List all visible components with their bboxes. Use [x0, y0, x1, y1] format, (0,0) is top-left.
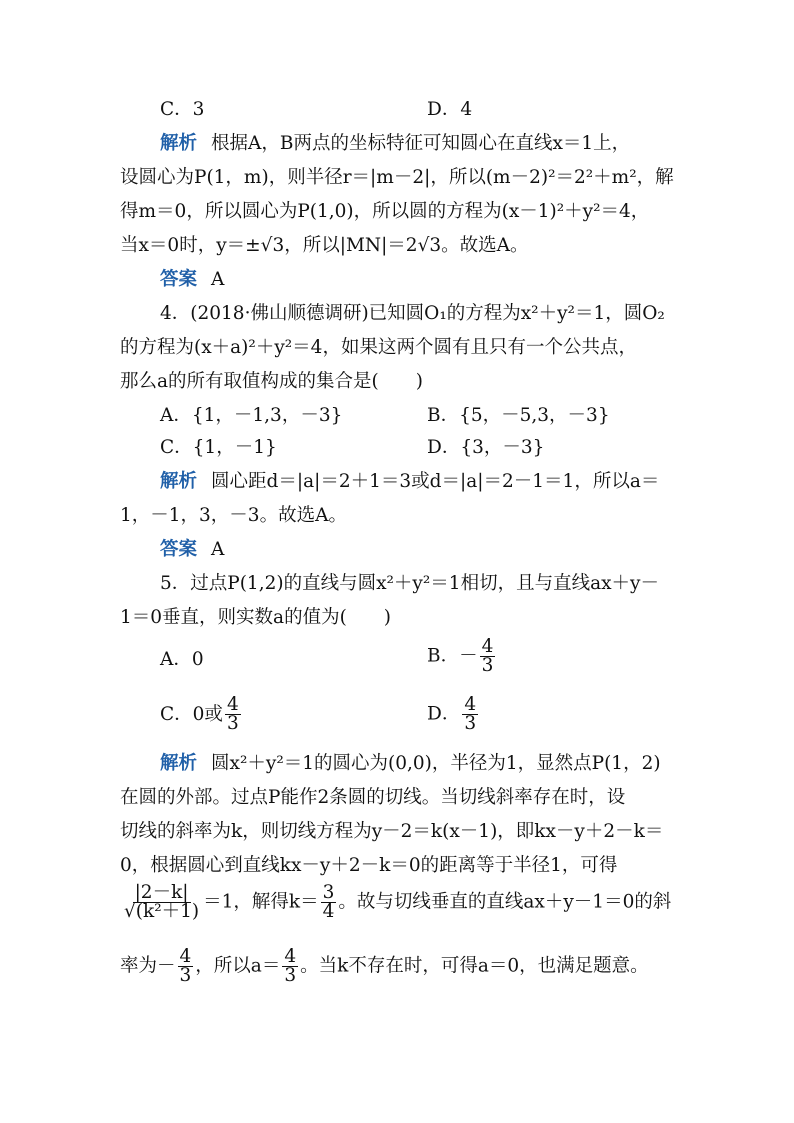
q3-options-cd: [160, 98, 473, 122]
q3-answer: 答案 A: [160, 269, 225, 290]
q5-analysis-line-4: 0，根据圆心到直线kx－y＋2－k＝0的距离等于半径1，可得: [120, 855, 618, 876]
q4-option-b: B．{5，－5,3，－3}: [427, 405, 610, 426]
q5-analysis-line-1: 解析 圆x²＋y²＝1的圆心为(0,0)，半径为1，显然点P(1，2): [160, 753, 661, 774]
fraction: $\frac{3}{4}$: [322, 882, 335, 922]
q4-stem-line-3: 那么a的所有取值构成的集合是( ): [120, 371, 423, 392]
q4-options-ab: [160, 404, 610, 428]
q5-options-ab: [160, 636, 494, 676]
q4-options-cd: [160, 436, 545, 460]
q5-analysis-line-5: $\frac{|2-k|}{\text{√(k²＋1)}}$ ＝1，解得k＝ $\frac{3}{4}$ 。故与切线垂直的直线ax＋y－1＝0的斜: [124, 882, 672, 922]
fraction: $\frac{4}{3}$: [481, 636, 494, 676]
q4-analysis-line-2: 1，－1，3，－3。故选A。: [120, 505, 347, 526]
fraction: $\frac{4}{3}$: [284, 946, 297, 986]
answer-label: 答案: [160, 269, 198, 290]
q5-options-cd: [160, 694, 477, 734]
q4-analysis-line-1: 解析 圆心距d＝|a|＝2＋1＝3或d＝|a|＝2－1＝1，所以a＝: [160, 471, 660, 492]
q3-analysis-line-2: 设圆心为P(1，m)，则半径r＝|m－2|，所以(m－2)²＝2²＋m²，解: [120, 167, 674, 188]
q3-analysis-line-4: 当x＝0时，y＝±√3，所以|MN|＝2√3。故选A。: [120, 235, 529, 256]
q3-option-d: D．4: [427, 99, 473, 120]
q5-option-b: B．－ $\frac{4}{3}$: [427, 636, 494, 676]
q3-analysis-line-1: 解析 根据A，B两点的坐标特征可知圆心在直线x＝1上，: [160, 133, 631, 154]
distance-fraction: $\frac{|2-k|}{\text{√(k²＋1)}}$: [124, 882, 200, 922]
q5-stem-line-2: 1＝0垂直，则实数a的值为( ): [120, 607, 392, 628]
fraction: $\frac{4}{3}$: [179, 946, 192, 986]
fraction: $\frac{4}{3}$: [464, 694, 477, 734]
fraction: $\frac{4}{3}$: [226, 694, 239, 734]
analysis-label: 解析: [160, 471, 198, 492]
q4-option-c: C．{1，－1}: [160, 437, 277, 458]
q5-option-c: C．0或 $\frac{4}{3}$: [160, 694, 239, 734]
q4-answer: 答案 A: [160, 539, 225, 560]
q5-option-a: A．0: [160, 649, 204, 670]
q3-analysis-line-3: 得m＝0，所以圆心为P(1,0)，所以圆的方程为(x－1)²＋y²＝4，: [120, 201, 650, 222]
analysis-label: 解析: [160, 133, 198, 154]
q5-analysis-line-3: 切线的斜率为k，则切线方程为y－2＝k(x－1)，即kx－y＋2－k＝: [120, 821, 664, 842]
analysis-label: 解析: [160, 753, 198, 774]
q5-analysis-line-6: 率为－ $\frac{4}{3}$ ，所以a＝ $\frac{4}{3}$ 。当k不存在时，可得a＝0，也满足题意。: [120, 946, 649, 986]
q4-stem-line-1: 4．(2018·佛山顺德调研)已知圆O₁的方程为x²＋y²＝1，圆O₂: [160, 303, 665, 324]
q3-option-c: C．3: [160, 99, 205, 120]
q5-stem-line-1: 5．过点P(1,2)的直线与圆x²＋y²＝1相切，且与直线ax＋y－: [160, 573, 659, 594]
q4-stem-line-2: 的方程为(x＋a)²＋y²＝4，如果这两个圆有且只有一个公共点，: [120, 337, 637, 358]
q4-option-d: D．{3，－3}: [427, 437, 545, 458]
q4-option-a: A．{1，－1,3，－3}: [160, 405, 343, 426]
answer-label: 答案: [160, 539, 198, 560]
q5-option-d: D． $\frac{4}{3}$: [427, 694, 477, 734]
q5-analysis-line-2: 在圆的外部。过点P能作2条圆的切线。当切线斜率存在时，设: [120, 787, 626, 808]
